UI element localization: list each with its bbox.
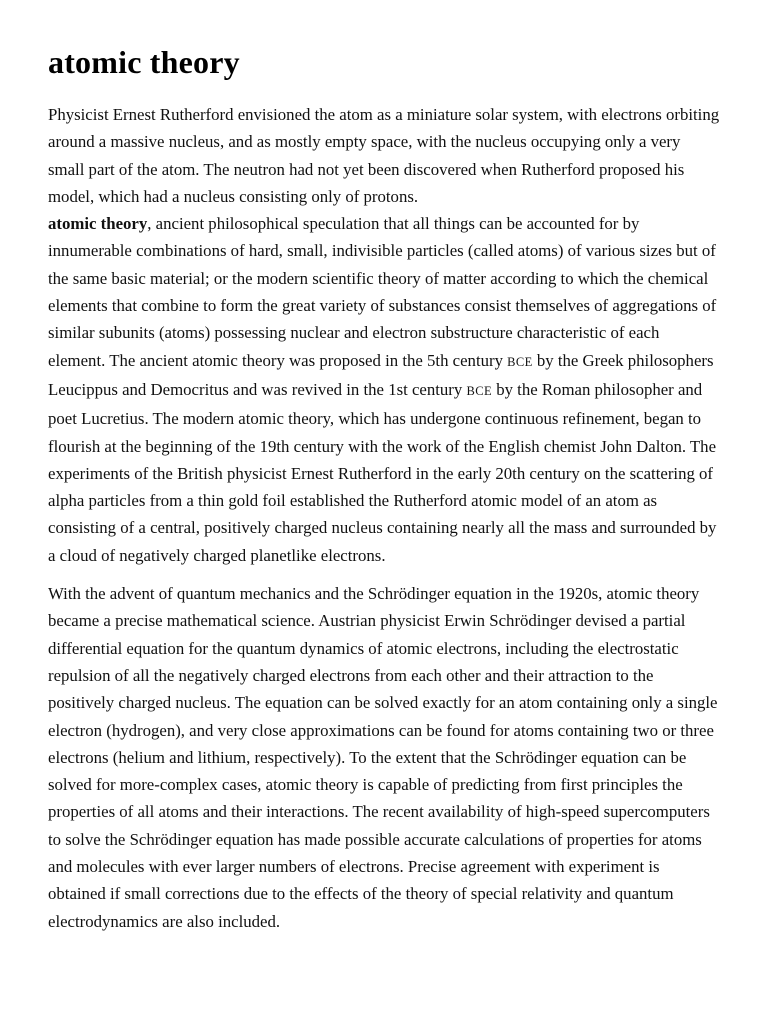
era-abbreviation: BCE [507, 354, 533, 369]
intro-text-part-1: , ancient philosophical speculation that all things can be accounted for by innumerable combinations of hard, small, indivisible particles (called atoms) of various sizes but of the same basic material; or the modern scientific theory of matter according to which the chemical elements that combine to form the great variety of substances consist themselves of aggregations of similar subunits (atoms) possessing nuclear and electron substructure characteristic of each element. The ancient atomic theory was proposed in the 5th century [48, 214, 717, 370]
page-title: atomic theory [48, 44, 240, 80]
quantum-mechanics-paragraph: With the advent of quantum mechanics and the Schrödinger equation in the 1920s, atomic theory became a precise mathematical science. Austrian physicist Erwin Schrödinger devised a partial differential equation for the quantum dynamics of atomic electrons, including the electrostatic repulsion of all the negatively charged electrons from each other and their attraction to the positively charged nucleus. The equation can be solved exactly for an atom containing only a single electron (hydrogen), and very close approximations can be found for atoms containing two or three electrons (helium and lithium, respectively). To the extent that the Schrödinger equation can be solved for more-complex cases, atomic theory is capable of predicting from first principles the properties of all atoms and their interactions. The recent availability of high-speed supercomputers to solve the Schrödinger equation has made possible accurate calculations of properties for atoms and molecules with ever larger numbers of electrons. Precise agreement with experiment is obtained if small corrections due to the effects of the theory of special relativity and quantum electrodynamics are also included. [48, 584, 718, 931]
image-caption-paragraph: Physicist Ernest Rutherford envisioned the atom as a miniature solar system, with electrons orbiting around a massive nucleus, and as mostly empty space, with the nucleus occupying only a very small part of the atom. The neutron had not yet been discovered when Rutherford proposed his model, which had a nucleus consisting only of protons. [48, 105, 720, 206]
intro-text-part-2: by the Greek philosophers Leucippus and Democritus and was revived in the 1st century [48, 350, 714, 399]
intro-paragraph [48, 210, 720, 569]
lead-term: atomic theory [48, 214, 148, 234]
era-abbreviation: BCE [466, 383, 492, 398]
intro-text-part-3: by the Roman philosopher and poet Lucretius. The modern atomic theory, which has undergone continuous refinement, began to flourish at the beginning of the 19th century with the work of the English chemist John Dalton. The experiments of the British physicist Ernest Rutherford in the early 20th century on the scattering of alpha particles from a thin gold foil established the Rutherford atomic model of an atom as consisting of a central, positively charged nucleus containing nearly all the mass and surrounded by a cloud of negatively charged planetlike electrons. [48, 379, 717, 565]
